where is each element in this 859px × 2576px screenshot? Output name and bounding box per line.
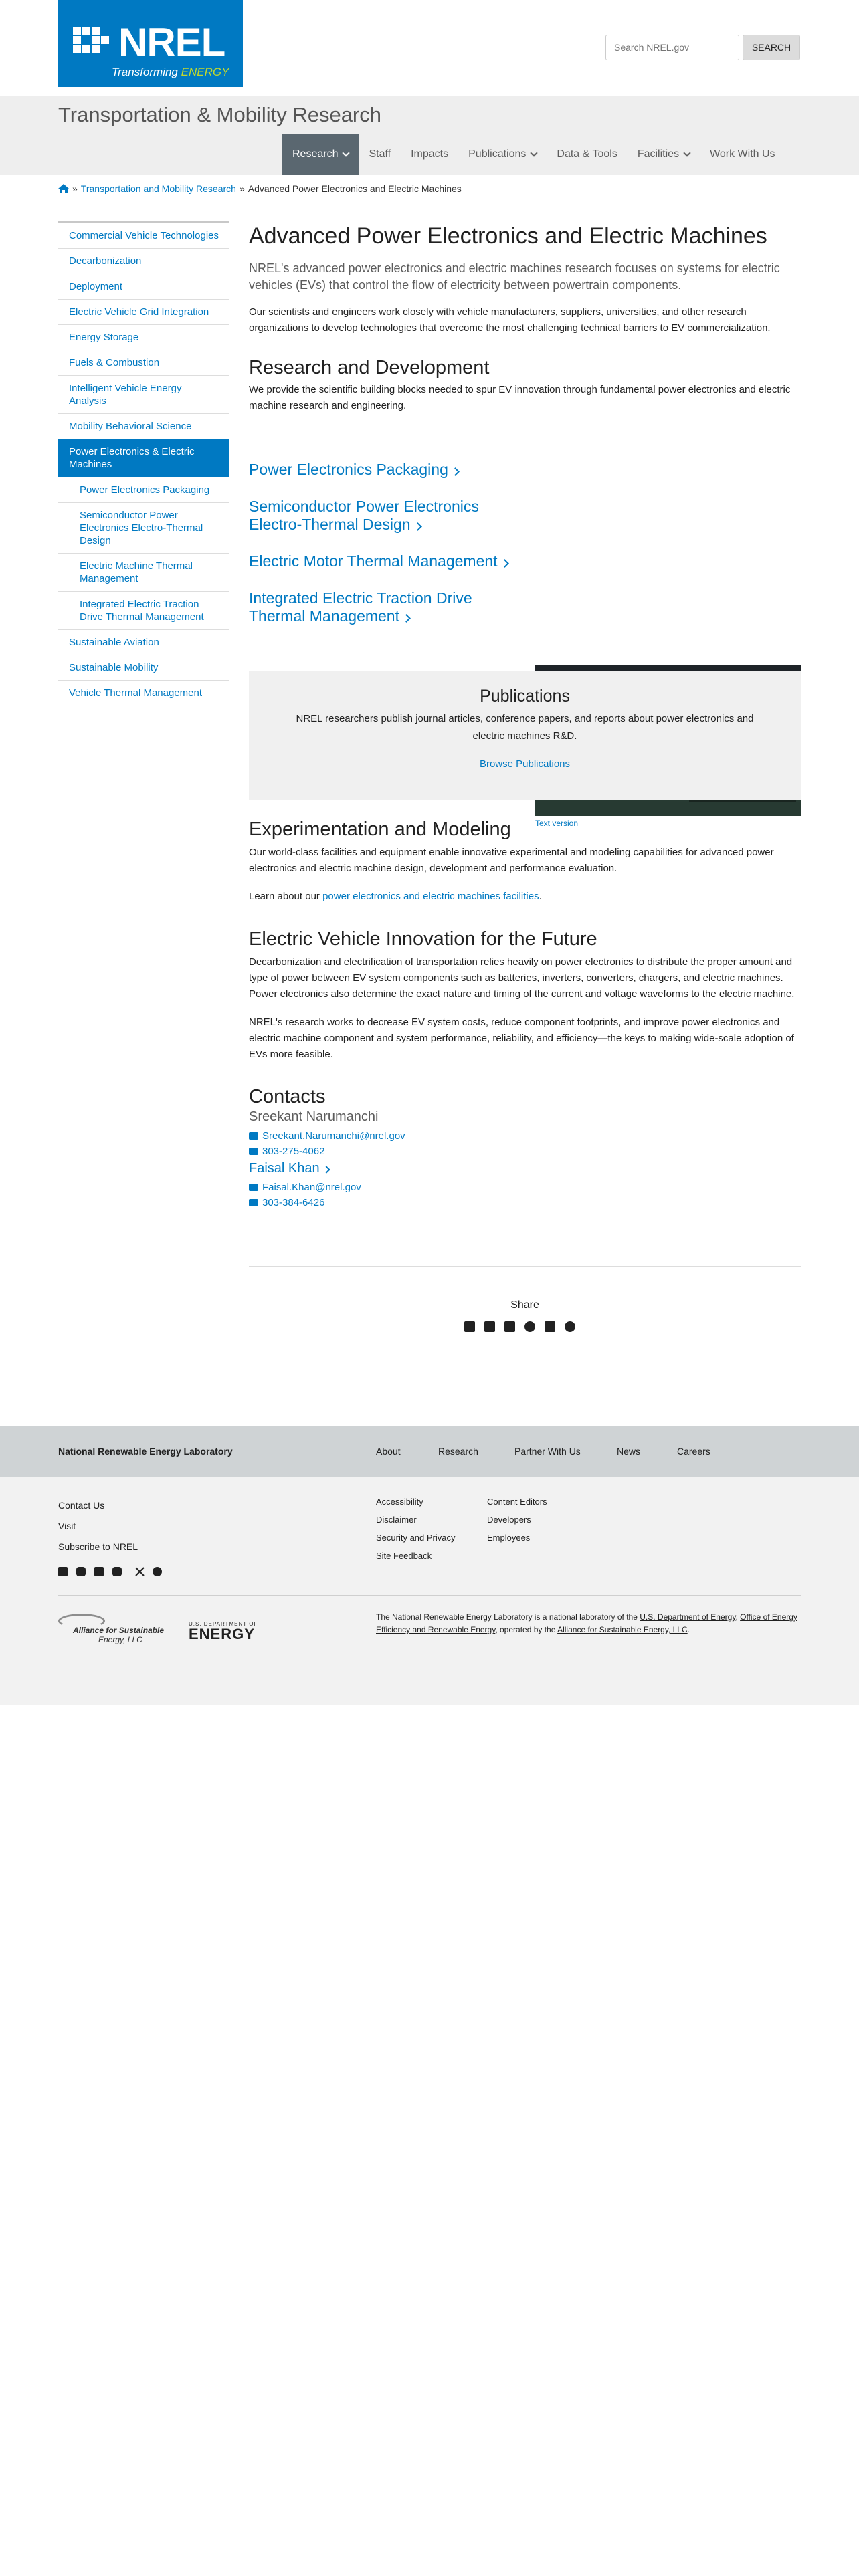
breadcrumb-current: Advanced Power Electronics and Electric Machines <box>248 183 462 194</box>
nav-staff[interactable]: Staff <box>369 148 391 160</box>
chevron-down-icon <box>531 149 538 156</box>
breadcrumb-separator: » <box>72 183 78 194</box>
rd-link-traction-drive[interactable]: Integrated Electric Traction Drive Thermal Management <box>249 589 472 625</box>
footer-subscribe[interactable]: Subscribe to NREL <box>58 1541 138 1552</box>
home-icon[interactable] <box>58 184 69 193</box>
instagram-icon[interactable] <box>76 1567 86 1576</box>
divider <box>249 1266 801 1267</box>
publications-box <box>249 671 801 800</box>
facebook-icon[interactable] <box>464 1321 475 1332</box>
chevron-right-icon <box>451 467 460 476</box>
search-input[interactable] <box>605 35 739 60</box>
envelope-icon <box>249 1132 258 1140</box>
facebook-icon[interactable] <box>58 1567 68 1576</box>
breadcrumb-link[interactable]: Transportation and Mobility Research <box>80 183 236 194</box>
footer-disclaimer[interactable]: Disclaimer <box>376 1515 417 1525</box>
footer-bottom <box>0 1477 859 1705</box>
rd-link-packaging[interactable]: Power Electronics Packaging <box>249 461 516 479</box>
nrel-logo-mark-icon <box>73 27 112 63</box>
envelope-icon <box>249 1184 258 1191</box>
email-icon[interactable] <box>545 1321 555 1332</box>
sidebar-item-energy-storage[interactable]: Energy Storage <box>58 325 229 350</box>
experimentation-text: Our world-class facilities and equipment enable innovative experimental and modeling capabilities for advanced power electronics and electric machine design, development and performance evaluation. <box>249 847 774 874</box>
sidebar-item-fuels[interactable]: Fuels & Combustion <box>58 350 229 376</box>
ev-paragraph-2: NREL's research works to decrease EV system costs, reduce component footprints, and improve power electronics and electric machine component and system performance, reliability, and efficiency—the keys to making wide-scale adoption of EVs more feasible. <box>249 1016 794 1060</box>
sidebar-item-commercial-vehicle[interactable]: Commercial Vehicle Technologies <box>58 223 229 249</box>
chevron-down-icon <box>343 149 350 156</box>
site-nav-bar <box>0 96 859 175</box>
chevron-down-icon <box>683 149 690 156</box>
footer-link-about[interactable]: About <box>376 1446 401 1457</box>
sidebar-item-ev-grid[interactable]: Electric Vehicle Grid Integration <box>58 300 229 325</box>
contacts-heading: Contacts <box>249 1086 326 1107</box>
linkedin-icon[interactable] <box>94 1567 104 1576</box>
search-button[interactable]: SEARCH <box>743 35 800 60</box>
rd-link-list <box>249 461 516 625</box>
publications-text: NREL researchers publish journal articles, conference papers, and reports about power electronics and electric machines R&D. <box>296 713 754 742</box>
ev-innovation-heading: Electric Vehicle Innovation for the Future <box>249 928 597 950</box>
breadcrumb-separator: » <box>239 183 245 194</box>
share-icon[interactable] <box>565 1321 575 1332</box>
sidebar-subitem-machine-thermal[interactable]: Electric Machine Thermal Management <box>58 554 229 592</box>
sidebar-item-sustainable-aviation[interactable]: Sustainable Aviation <box>58 630 229 655</box>
doe-logo[interactable]: U.S. DEPARTMENT OF ENERGY <box>189 1621 258 1642</box>
chevron-right-icon <box>500 559 509 568</box>
footer-content-editors[interactable]: Content Editors <box>487 1497 547 1507</box>
nav-publications[interactable]: Publications <box>458 134 547 175</box>
nav-work-with-us[interactable]: Work With Us <box>710 148 775 160</box>
nrel-logo[interactable] <box>58 0 243 87</box>
footer-contact-us[interactable]: Contact Us <box>58 1500 105 1511</box>
contact-name-link[interactable]: Faisal Khan <box>249 1161 801 1176</box>
contact-phone[interactable]: 303-384-6426 <box>249 1197 801 1208</box>
eere-link[interactable]: Office of Energy Efficiency and Renewable Energy <box>376 1612 797 1634</box>
sidebar-item-power-electronics[interactable]: Power Electronics & Electric Machines <box>58 439 229 477</box>
nav-facilities[interactable]: Facilities <box>628 134 700 175</box>
footer-top <box>0 1426 859 1477</box>
footer-org-name: National Renewable Energy Laboratory <box>58 1446 233 1457</box>
publications-heading: Publications <box>480 687 570 706</box>
phone-icon <box>249 1199 258 1206</box>
ev-paragraph-1: Decarbonization and electrification of transportation relies heavily on power electronics to distribute the proper amount and type of power between EV system components such as batteries, inverters, converters, chargers, and electric machines. Power electronics also determine the exact nature and timing of the current and voltage waveforms to the electric machine. <box>249 956 795 1000</box>
footer-legal-text: The National Renewable Energy Laboratory is a national laboratory of the U.S. Department of Energy, Office of Energy Efficiency and Renewable Energy, operated by the Alliance for Sustainable Energy, LLC. <box>376 1612 797 1634</box>
alliance-logo[interactable]: Alliance for Sustainable Energy, LLC <box>58 1610 152 1646</box>
rd-paragraph: We provide the scientific building blocks needed to spur EV innovation through fundamental power electronics and electric machine research and engineering. <box>249 384 791 411</box>
footer-link-research[interactable]: Research <box>438 1446 478 1457</box>
page-title: Advanced Power Electronics and Electric Machines <box>249 223 767 249</box>
site-header <box>0 0 859 96</box>
contact-phone[interactable]: 303-275-4062 <box>249 1146 801 1157</box>
chevron-right-icon <box>413 522 422 531</box>
logo-wordmark: NREL <box>118 20 225 65</box>
footer-developers[interactable]: Developers <box>487 1515 531 1525</box>
chevron-right-icon <box>322 1166 330 1173</box>
sidebar-subitem-semiconductor[interactable]: Semiconductor Power Electronics Electro-Thermal Design <box>58 503 229 554</box>
threads-icon[interactable] <box>153 1567 162 1576</box>
contact-name: Sreekant Narumanchi <box>249 1109 379 1124</box>
doe-link[interactable]: U.S. Department of Energy <box>640 1612 736 1622</box>
main-nav <box>282 134 785 175</box>
footer-link-careers[interactable]: Careers <box>677 1446 710 1457</box>
site-title[interactable]: Transportation & Mobility Research <box>58 103 381 126</box>
sidebar-item-intelligent-vehicle[interactable]: Intelligent Vehicle Energy Analysis <box>58 376 229 414</box>
main-content <box>249 221 801 1311</box>
lower-sections <box>249 817 801 1208</box>
sidebar-item-deployment[interactable]: Deployment <box>58 274 229 300</box>
browse-publications-link[interactable]: Browse Publications <box>479 758 571 770</box>
sidebar-item-mobility-behavioral[interactable]: Mobility Behavioral Science <box>58 414 229 439</box>
experimentation-heading: Experimentation and Modeling <box>249 819 511 840</box>
divider <box>58 1595 801 1596</box>
footer-visit[interactable]: Visit <box>58 1521 76 1531</box>
text-version-link[interactable]: Text version <box>535 819 579 828</box>
intro-paragraph: Our scientists and engineers work closely with vehicle manufacturers, suppliers, universities, and other research organizations to develop technologies that overcome the most challenging technical barriers to EV commercialization. <box>249 306 771 334</box>
sidebar-nav <box>58 221 229 706</box>
contact-email[interactable]: Faisal.Khan@nrel.gov <box>249 1182 801 1193</box>
sidebar-subitem-traction-drive[interactable]: Integrated Electric Traction Drive Thermal Management <box>58 592 229 630</box>
footer-site-feedback[interactable]: Site Feedback <box>376 1551 432 1561</box>
sidebar-item-sustainable-mobility[interactable]: Sustainable Mobility <box>58 655 229 681</box>
facilities-link[interactable]: power electronics and electric machines facilities <box>322 891 539 902</box>
footer-link-news[interactable]: News <box>617 1446 641 1457</box>
footer-link-partner[interactable]: Partner With Us <box>514 1446 581 1457</box>
share-icons <box>464 1321 575 1332</box>
lead-paragraph: NREL's advanced power electronics and electric machines research focuses on systems for electric vehicles (EVs) that control the flow of electricity between powertrain components. <box>249 261 780 292</box>
logo-tagline: Transforming ENERGY <box>112 66 229 78</box>
footer-accessibility[interactable]: Accessibility <box>376 1497 423 1507</box>
contact-email[interactable]: Sreekant.Narumanchi@nrel.gov <box>249 1130 801 1142</box>
twitter-icon[interactable] <box>504 1321 515 1332</box>
sidebar-item-decarbonization[interactable]: Decarbonization <box>58 249 229 274</box>
rd-link-semiconductor[interactable]: Semiconductor Power Electronics Electro-Thermal Design <box>249 498 479 533</box>
youtube-icon[interactable] <box>112 1567 122 1576</box>
breadcrumb <box>58 183 462 194</box>
alliance-link[interactable]: Alliance for Sustainable Energy, LLC <box>557 1625 688 1634</box>
nav-research[interactable]: Research <box>282 134 359 175</box>
linkedin-icon[interactable] <box>484 1321 495 1332</box>
footer-security-privacy[interactable]: Security and Privacy <box>376 1533 456 1543</box>
share-label: Share <box>510 1299 539 1311</box>
sidebar-subitem-packaging[interactable]: Power Electronics Packaging <box>58 477 229 503</box>
rd-link-motor-thermal[interactable]: Electric Motor Thermal Management <box>249 552 516 570</box>
nav-impacts[interactable]: Impacts <box>411 148 449 160</box>
threads-icon[interactable] <box>524 1321 535 1332</box>
chevron-right-icon <box>402 614 411 623</box>
footer-employees[interactable]: Employees <box>487 1533 531 1543</box>
sidebar-item-vehicle-thermal[interactable]: Vehicle Thermal Management <box>58 681 229 706</box>
rd-heading: Research and Development <box>249 357 490 379</box>
x-icon[interactable] <box>135 1567 145 1576</box>
phone-icon <box>249 1148 258 1155</box>
nav-data-tools[interactable]: Data & Tools <box>557 148 617 160</box>
facilities-paragraph: Learn about our power electronics and electric machines facilities. <box>249 891 542 902</box>
